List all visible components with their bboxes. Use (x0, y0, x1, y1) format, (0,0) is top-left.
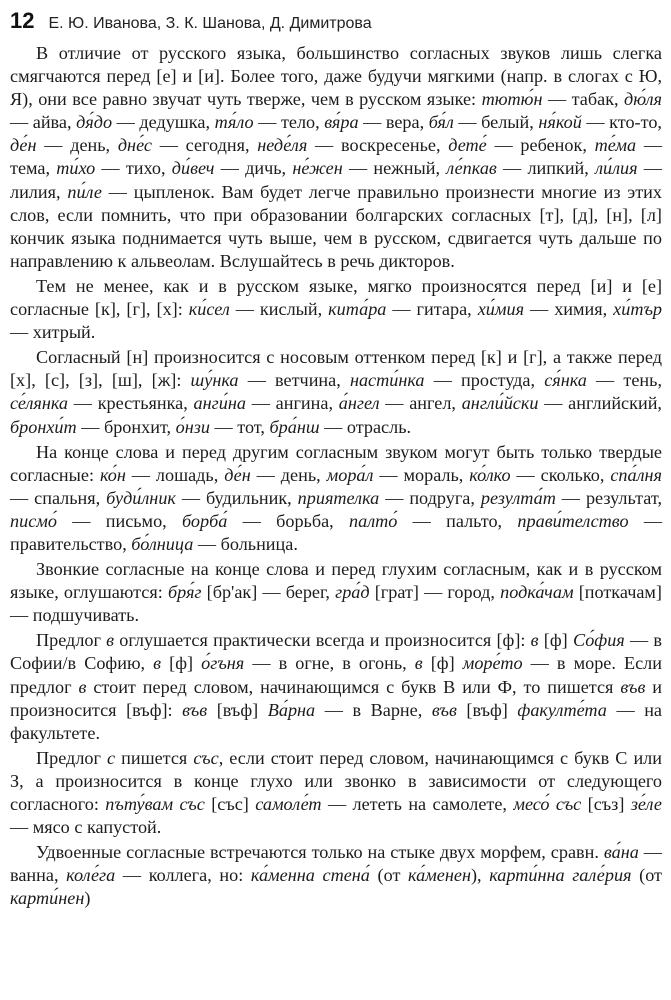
text-run: — больница. (193, 533, 298, 554)
text-run: и произносится [въф]: (10, 676, 663, 720)
example-word: море́то (462, 653, 523, 674)
example-word: те́ма (594, 135, 637, 156)
text-run: — мораль, (373, 464, 470, 485)
text-run: [ф] (161, 653, 202, 674)
example-word: хи́тър (613, 299, 663, 320)
text-run: [въф] (456, 699, 518, 720)
text-run: — липкий, (496, 158, 596, 179)
paragraph (10, 346, 662, 438)
text-run: — на факультете. (10, 699, 662, 743)
example-word: бря́г (167, 582, 202, 603)
text-run: — табак, (542, 89, 625, 110)
example-word: неде́ля (257, 135, 308, 156)
example-word: тя́ло (214, 112, 254, 133)
paragraph (10, 841, 662, 910)
text-run: — ангел, (379, 393, 462, 414)
paragraph (10, 558, 662, 627)
example-word: спа́лня (610, 464, 662, 485)
example-word: дете́ (448, 135, 487, 156)
text-run: [ф] (422, 653, 463, 674)
paragraph (10, 441, 662, 556)
text-run: — в Софии/в Софию, (10, 630, 662, 674)
paragraph (10, 42, 662, 273)
text-run: — тихо, (95, 158, 172, 179)
example-word: гра́д (335, 582, 370, 603)
example-word: коле́га (66, 865, 116, 886)
example-word: а́нгел (338, 393, 380, 414)
text-run: — мясо с капустой. (10, 817, 162, 838)
text-run: — кто-то, (581, 112, 662, 133)
example-word: ко́лко (469, 464, 511, 485)
example-word: буди́лник (106, 487, 176, 508)
text-run: — будильник, (175, 487, 298, 508)
text-run: — дедушка, (112, 112, 215, 133)
text-run: — лошадь, (125, 464, 225, 485)
example-word: карти́нен (10, 888, 85, 909)
text-run: — дичь, (214, 158, 293, 179)
text-run: — вера, (358, 112, 429, 133)
text-run: — цыпленок. Вам будет легче правильно произнести многие из этих слов, если помнить, что при образовании болгарских согласных [т], [д], [н], [л] кончик языка поднимается чуть выше, чем в русском, сдвигается чуть дальше по направлению к альвеолам. Вслушайтесь в речь дикторов. (10, 181, 662, 271)
example-word: във (620, 676, 646, 697)
text-run: [съз] (581, 794, 631, 814)
text-run: [поткачам] — подшучивать. (10, 582, 662, 626)
text-run: Звонкие согласные на конце слова и перед глухим согласным, как и в русском языке, оглушаются: (10, 559, 662, 603)
example-word: анги́на (193, 393, 246, 414)
text-run: — ребенок, (486, 135, 595, 156)
text-run: — крестьянка, (68, 393, 194, 414)
example-word: ки́сел (188, 299, 230, 320)
text-run: — коллега, но: (115, 865, 251, 886)
text-run: Предлог (36, 630, 107, 651)
text-run: — тема, (10, 135, 663, 179)
example-word: о́нзи (175, 416, 210, 437)
example-word: със (193, 747, 219, 768)
example-word: бо́лница (131, 533, 194, 554)
example-word: зе́ле (630, 794, 662, 814)
example-word: в (153, 653, 162, 674)
text-run: — воскресенье, (307, 135, 449, 156)
example-word: в (78, 676, 87, 697)
page-number: 12 (10, 8, 35, 33)
text-run: — ветчина, (238, 370, 350, 391)
example-word: пъту́вам със (105, 794, 205, 814)
example-word: във (431, 699, 457, 720)
text-run: — хитрый. (10, 322, 96, 343)
text-run: [бр'ак] — берег, (201, 582, 336, 603)
example-word: не́жен (292, 158, 343, 179)
example-word: ти́хо (56, 158, 96, 179)
example-word: мора́л (326, 464, 374, 485)
text-run: — день, (250, 464, 327, 485)
page-header (10, 8, 661, 38)
example-word: Ва́рна (267, 699, 316, 720)
text-run: ), (470, 865, 490, 886)
example-word: ка́менен (408, 865, 471, 886)
example-word: де́н (224, 464, 251, 485)
example-word: пи́ле (67, 181, 102, 202)
text-run: Удвоенные согласные встречаются только на стыке двух морфем, сравн. (36, 842, 604, 863)
example-word: в (530, 630, 539, 651)
example-word: вя́ра (324, 112, 359, 133)
text-run: Предлог (36, 747, 107, 768)
text-run: оглушается практически всегда и произносится [ф]: (114, 630, 531, 651)
example-word: дя́до (76, 112, 113, 133)
example-word: бронхи́т (10, 416, 77, 437)
paragraph (10, 275, 662, 344)
example-word: ди́веч (171, 158, 215, 179)
text-run: [ф] (538, 630, 573, 651)
example-word: бра́нш (269, 416, 320, 437)
example-word: ли́лия (595, 158, 638, 179)
text-run: В отличие от русского языка, большинство согласных звуков лишь слегка смягчаются перед [е] и [и]. Более того, даже будучи мягкими (напр. в слогах с Ю, Я), они все равно звучат чуть тверже, чем в русском языке: (10, 43, 662, 110)
example-word: резулта́т (480, 487, 556, 508)
example-word: във (182, 699, 208, 720)
text-run: ) (84, 888, 91, 909)
text-run: пишется (115, 747, 194, 768)
body-text (10, 42, 662, 910)
text-run: — бронхит, (76, 416, 176, 437)
example-word: англи́йски (461, 393, 539, 414)
example-word: Со́фия (572, 630, 625, 651)
example-word: тютю́н (481, 89, 543, 110)
text-run: Согласный [н] произносится с носовым оттенком перед [к] и [г], а также перед [х], [с], [з], [ш], [ж]: (10, 347, 662, 391)
example-word: де́н (10, 135, 37, 156)
example-word: ня́кой (538, 112, 582, 133)
text-run: [грат] — город, (369, 582, 501, 603)
example-word: дне́с (117, 135, 152, 156)
example-word: борба́ (182, 510, 228, 531)
text-run: На конце слова и перед другим согласным звуком могут быть только твердые согласные: (10, 441, 662, 485)
example-word: факулте́та (517, 699, 607, 720)
text-run: — подруга, (379, 487, 481, 508)
text-run: — письмо, (56, 510, 182, 531)
text-run: — тот, (209, 416, 270, 437)
example-word: в (106, 630, 115, 651)
text-run: — сегодня, (151, 135, 258, 156)
example-word: хи́мия (477, 299, 525, 320)
text-run: — лилия, (10, 158, 662, 202)
text-run: — химия, (524, 299, 614, 320)
text-run: [въф] (207, 699, 268, 720)
text-run: — сколько, (510, 464, 611, 485)
example-word: дю́ля (624, 89, 663, 110)
example-word: ка́менна стена́ (250, 865, 370, 886)
text-run: Тем не менее, как и в русском языке, мягко произносятся перед [и] и [е] согласные [к], [г], [х]: (10, 275, 662, 320)
example-word: прави́телство (517, 510, 629, 531)
example-word: ле́пкав (446, 158, 497, 179)
text-run: — тело, (253, 112, 325, 133)
example-word: палто́ (349, 510, 398, 531)
text-run: — простуда, (424, 370, 545, 391)
text-run: (от (631, 865, 663, 886)
paragraph (10, 629, 662, 744)
text-run: стоит перед словом, начинающимся с букв В или Ф, то пишется (86, 676, 621, 697)
text-run: — в море. Если предлог (10, 653, 662, 697)
example-word: кита́ра (328, 299, 387, 320)
text-run: , если стоит перед словом, начинающимся с букв С или З, а произносится в конце глухо или звонко в зависимости от следующего согласного: (10, 747, 662, 814)
example-word: ся́нка (544, 370, 587, 391)
example-word: месо́ със (513, 794, 582, 814)
example-word: ва́на (603, 842, 639, 863)
text-run: — в огне, в огонь, (244, 653, 415, 674)
text-run: — спальня, (10, 487, 107, 508)
example-word: насти́нка (349, 370, 425, 391)
text-run: — нежный, (342, 158, 447, 179)
text-run: — английский, (538, 393, 662, 414)
text-run: — кислый, (229, 299, 329, 320)
example-word: карти́нна гале́рия (489, 865, 632, 886)
text-run: — тень, (586, 370, 662, 391)
text-run: — пальто, (397, 510, 518, 531)
paragraph (10, 747, 662, 839)
example-word: ко́н (99, 464, 126, 485)
example-word: се́лянка (10, 393, 69, 414)
text-run: — ванна, (10, 842, 662, 886)
example-word: в (414, 653, 423, 674)
example-word: о́гъня (201, 653, 245, 674)
text-run: — гитара, (386, 299, 478, 320)
text-run: — результат, (555, 487, 662, 508)
example-word: приятелка (297, 487, 380, 508)
example-word: подка́чам (500, 582, 574, 603)
example-word: самоле́т (255, 794, 322, 814)
example-word: шу́нка (190, 370, 239, 391)
text-run: (от (369, 865, 409, 886)
text-run: — лететь на самолете, (321, 794, 514, 814)
text-run: — в Варне, (315, 699, 432, 720)
example-word: бя́л (428, 112, 454, 133)
text-run: — день, (36, 135, 118, 156)
text-run: — борьба, (227, 510, 349, 531)
example-word: писмо́ (10, 510, 57, 531)
text-run: — белый, (453, 112, 539, 133)
example-word: с (107, 747, 116, 768)
text-run: — айва, (10, 112, 77, 133)
text-run: — правительство, (10, 510, 663, 554)
text-run: — отрасль. (319, 416, 412, 437)
text-run: — ангина, (245, 393, 339, 414)
text-run: [със] (204, 794, 256, 814)
running-head-authors: Е. Ю. Иванова, З. К. Шанова, Д. Димитрова (48, 15, 372, 32)
